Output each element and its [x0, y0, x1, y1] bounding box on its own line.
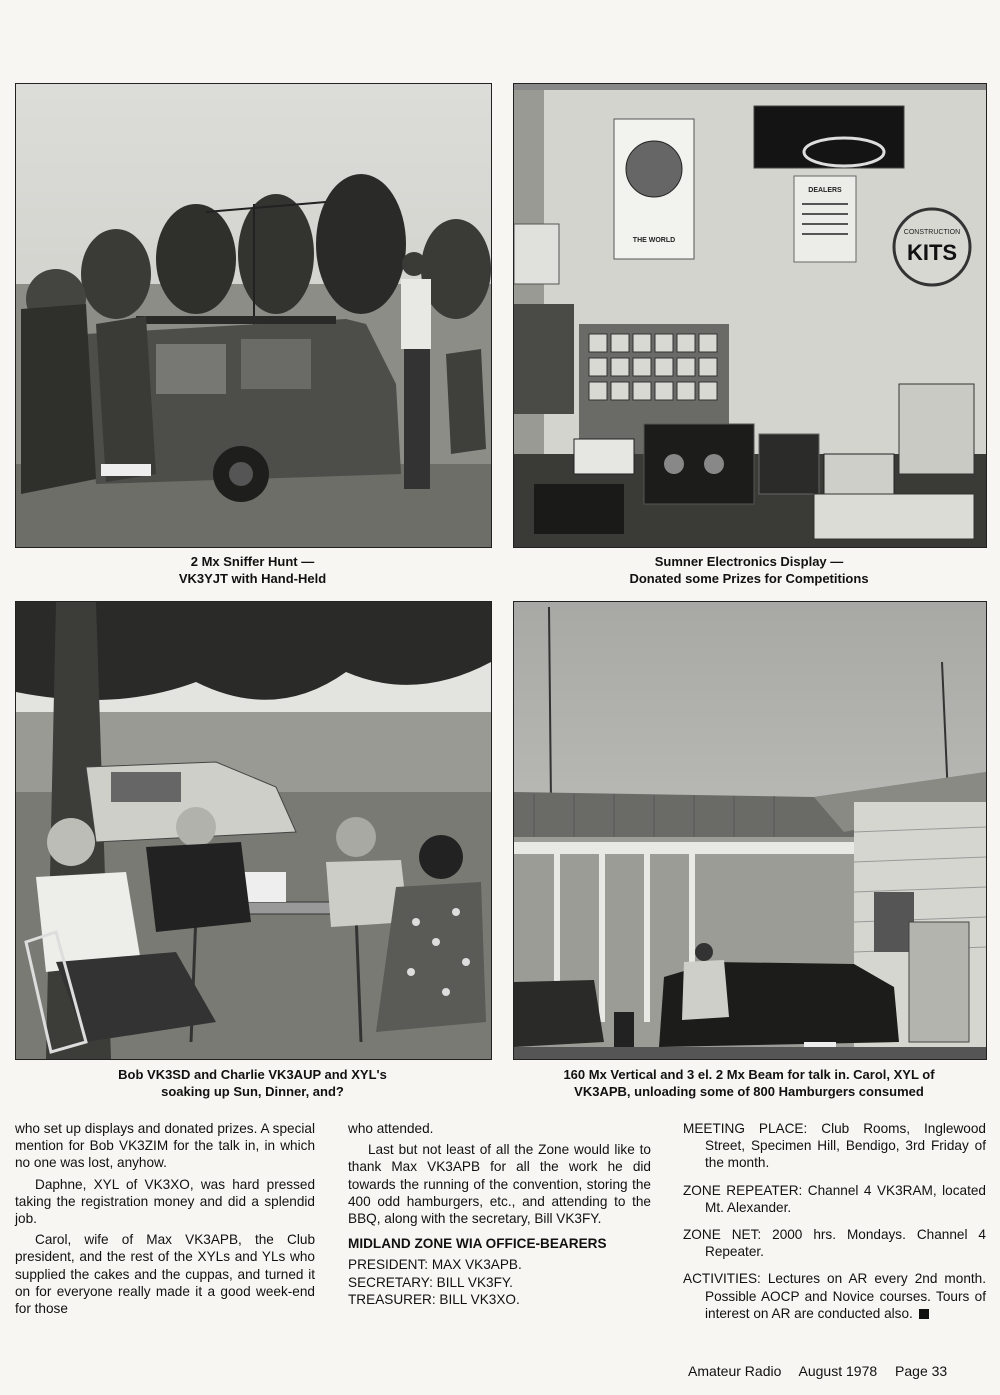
kits-main-text: KITS	[906, 240, 958, 265]
activities: ACTIVITIES: Lectures on AR every 2nd month. Possible AOCP and Novice courses. Tours of interest on AR are conducted also.	[683, 1271, 986, 1321]
caption-electronics-display: Sumner Electronics Display — Donated some Prizes for Competitions	[629, 554, 869, 586]
meeting-place: MEETING PLACE: Club Rooms, Inglewood Street, Specimen Hill, Bendigo, 3rd Friday of the month.	[683, 1121, 986, 1171]
office-bearers-heading: MIDLAND ZONE WIA OFFICE-BEARERS	[348, 1236, 607, 1252]
page-footer	[688, 1363, 988, 1379]
zone-repeater: ZONE REPEATER: Channel 4 VK3RAM, located Mt. Alexander.	[683, 1182, 986, 1215]
photo-sniffer-hunt	[15, 83, 492, 548]
footer-issue: August 1978	[798, 1363, 878, 1379]
kits-top-text: CONSTRUCTION	[903, 229, 961, 236]
caption-sniffer-hunt: 2 Mx Sniffer Hunt — VK3YJT with Hand-Held	[178, 554, 327, 586]
end-of-article-mark	[919, 1309, 929, 1319]
caption-picnic-table: Bob VK3SD and Charlie VK3AUP and XYL's soaking up Sun, Dinner, and?	[118, 1067, 387, 1099]
zone-net: ZONE NET: 2000 hrs. Mondays. Channel 4 Repeater.	[683, 1227, 986, 1260]
office-bearer-president: PRESIDENT: MAX VK3APB.	[348, 1257, 522, 1273]
photo-club-building	[513, 601, 987, 1060]
column1-paragraph-1: who set up displays and donated prizes. A special mention for Bob VK3ZIM for the talk in, in which no one was lost, anyhow.	[15, 1121, 315, 1171]
caption-club-building: 160 Mx Vertical and 3 el. 2 Mx Beam for talk in. Carol, XYL of VK3APB, unloading some of 800 Hamburgers consumed	[563, 1067, 935, 1099]
article-column-2	[348, 1120, 651, 1308]
footer-publication: Amateur Radio	[688, 1363, 782, 1379]
article-column-1	[15, 1120, 315, 1321]
column1-paragraph-3: Carol, wife of Max VK3APB, the Club president, and the rest of the XYLs and YLs who supplied the cakes and the cuppas, and turned it on for everyone really made it a good week-end for those	[15, 1232, 315, 1317]
dealers-sign-text: DEALERS	[808, 187, 842, 194]
footer-page-number: Page 33	[895, 1363, 948, 1379]
office-bearer-secretary: SECRETARY: BILL VK3FY.	[348, 1274, 513, 1290]
office-bearer-treasurer: TREASURER: BILL VK3XO.	[348, 1291, 520, 1307]
article-column-3	[683, 1120, 986, 1332]
column2-paragraph-1: who attended.	[348, 1121, 434, 1136]
photo-electronics-display	[513, 83, 987, 548]
column2-paragraph-2: Last but not least of all the Zone would like to thank Max VK3APB for all the work he did towards the running of the convention, storing the 400 odd hamburgers, etc., and attending to the BBQ, along with the secretary, Bill VK3FY.	[348, 1142, 651, 1227]
column1-paragraph-2: Daphne, XYL of VK3XO, was hard pressed taking the registration money and did a splendid job.	[15, 1176, 315, 1227]
photo-picnic-table	[15, 601, 492, 1060]
world-poster-text: THE WORLD	[632, 237, 676, 244]
